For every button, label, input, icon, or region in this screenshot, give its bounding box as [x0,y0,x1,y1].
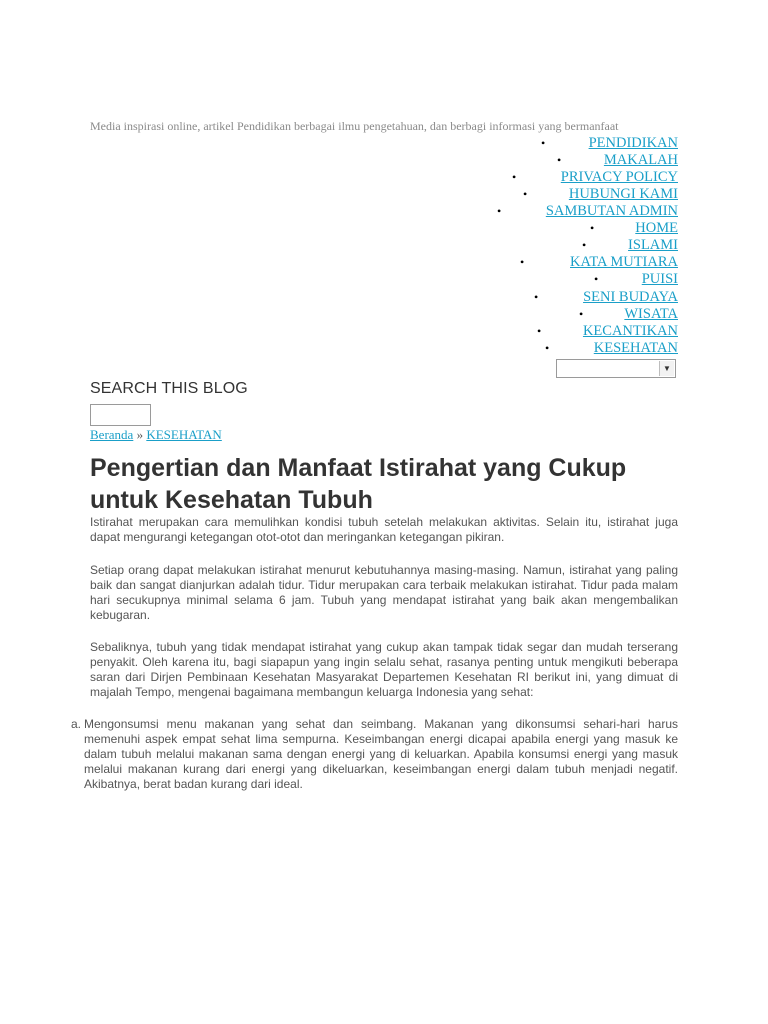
nav-item-wisata[interactable]: WISATA [624,306,678,322]
nav-bullet: • [497,204,502,218]
site-tagline: Media inspirasi online, artikel Pendidikan berbagai ilmu pengetahuan, dan berbagi informasi yang bermanfaat [90,119,619,133]
nav-dropdown-select[interactable] [556,359,676,378]
nav-item-privacy-policy[interactable]: PRIVACY POLICY [560,169,678,185]
nav-item-puisi[interactable]: PUISI [641,271,678,287]
nav-item-kecantikan[interactable]: KECANTIKAN [582,323,678,339]
chevron-down-icon[interactable]: ▼ [659,361,674,376]
nav-item-kesehatan[interactable]: KESEHATAN [593,340,678,356]
article-title: Pengertian dan Manfaat Istirahat yang Cukup untuk Kesehatan Tubuh [90,454,627,514]
article-paragraph: Istirahat merupakan cara memulihkan kondisi tubuh setelah melakukan aktivitas. Selain itu, istirahat juga dapat mengurangi ketegangan otot-otot dan meringankan ketegangan pikiran. [90,515,678,544]
breadcrumb-separator: » [136,427,144,442]
breadcrumb-category-link[interactable]: KESEHATAN [146,427,222,442]
nav-bullet: • [590,221,595,235]
nav-item-sambutan-admin[interactable]: SAMBUTAN ADMIN [545,203,678,219]
search-widget-title: SEARCH THIS BLOG [90,380,248,397]
nav-bullet: • [557,153,562,167]
nav-item-seni-budaya[interactable]: SENI BUDAYA [583,289,678,305]
breadcrumb-home-link[interactable]: Beranda [90,427,134,442]
nav-bullet: • [541,136,546,150]
list-item-marker: a. [71,717,82,731]
nav-item-kata-mutiara[interactable]: KATA MUTIARA [570,254,678,270]
nav-bullet: • [594,272,599,286]
nav-bullet: • [512,170,517,184]
nav-bullet: • [537,324,542,338]
article-paragraph: Sebaliknya, tubuh yang tidak mendapat istirahat yang cukup akan tampak tidak segar dan mudah terserang penyakit. Oleh karena itu, bagi siapapun yang ingin selalu sehat, rasanya penting untuk mengikuti beberapa saran dari Dirjen Pembinaan Kesehatan Masyarakat Departemen Kesehatan RI berikut ini, yang dimuat di majalah Tempo, mengenai bagaimana membangun keluarga Indonesia yang sehat: [90,640,678,699]
nav-bullet: • [579,307,584,321]
nav-bullet: • [523,187,528,201]
search-input[interactable] [90,404,151,426]
nav-item-islami[interactable]: ISLAMI [628,237,678,253]
nav-bullet: • [545,341,550,355]
article-paragraph: Setiap orang dapat melakukan istirahat menurut kebutuhannya masing-masing. Namun, istirahat yang paling baik dan sangat dianjurkan adalah tidur. Tidur merupakan cara terbaik melakukan istirahat. Tidur pada malam hari secukupnya minimal selama 6 jam. Tubuh yang mendapat istirahat yang baik akan mengembalikan kebugaran. [90,563,678,622]
nav-bullet: • [520,255,525,269]
nav-item-home[interactable]: HOME [635,220,678,236]
list-item: Mengonsumsi menu makanan yang sehat dan seimbang. Makanan yang dikonsumsi sehari-hari harus memenuhi aspek empat sehat lima sempurna. Keseimbangan energi dicapai apabila energi yang masuk ke dalam tubuh melalui makanan sama dengan energi yang di keluarkan. Apabila konsumsi energi yang masuk melalui makanan kurang dari energi yang dikeluarkan, keseimbangan energi dalam tubuh menjadi negatif. Akibatnya, berat badan kurang dari ideal. [84,717,678,791]
nav-item-makalah[interactable]: MAKALAH [603,152,678,168]
nav-item-pendidikan[interactable]: PENDIDIKAN [588,135,678,151]
nav-bullet: • [534,290,539,304]
nav-bullet: • [582,238,587,252]
nav-item-hubungi-kami[interactable]: HUBUNGI KAMI [568,186,678,202]
breadcrumb [90,427,222,443]
